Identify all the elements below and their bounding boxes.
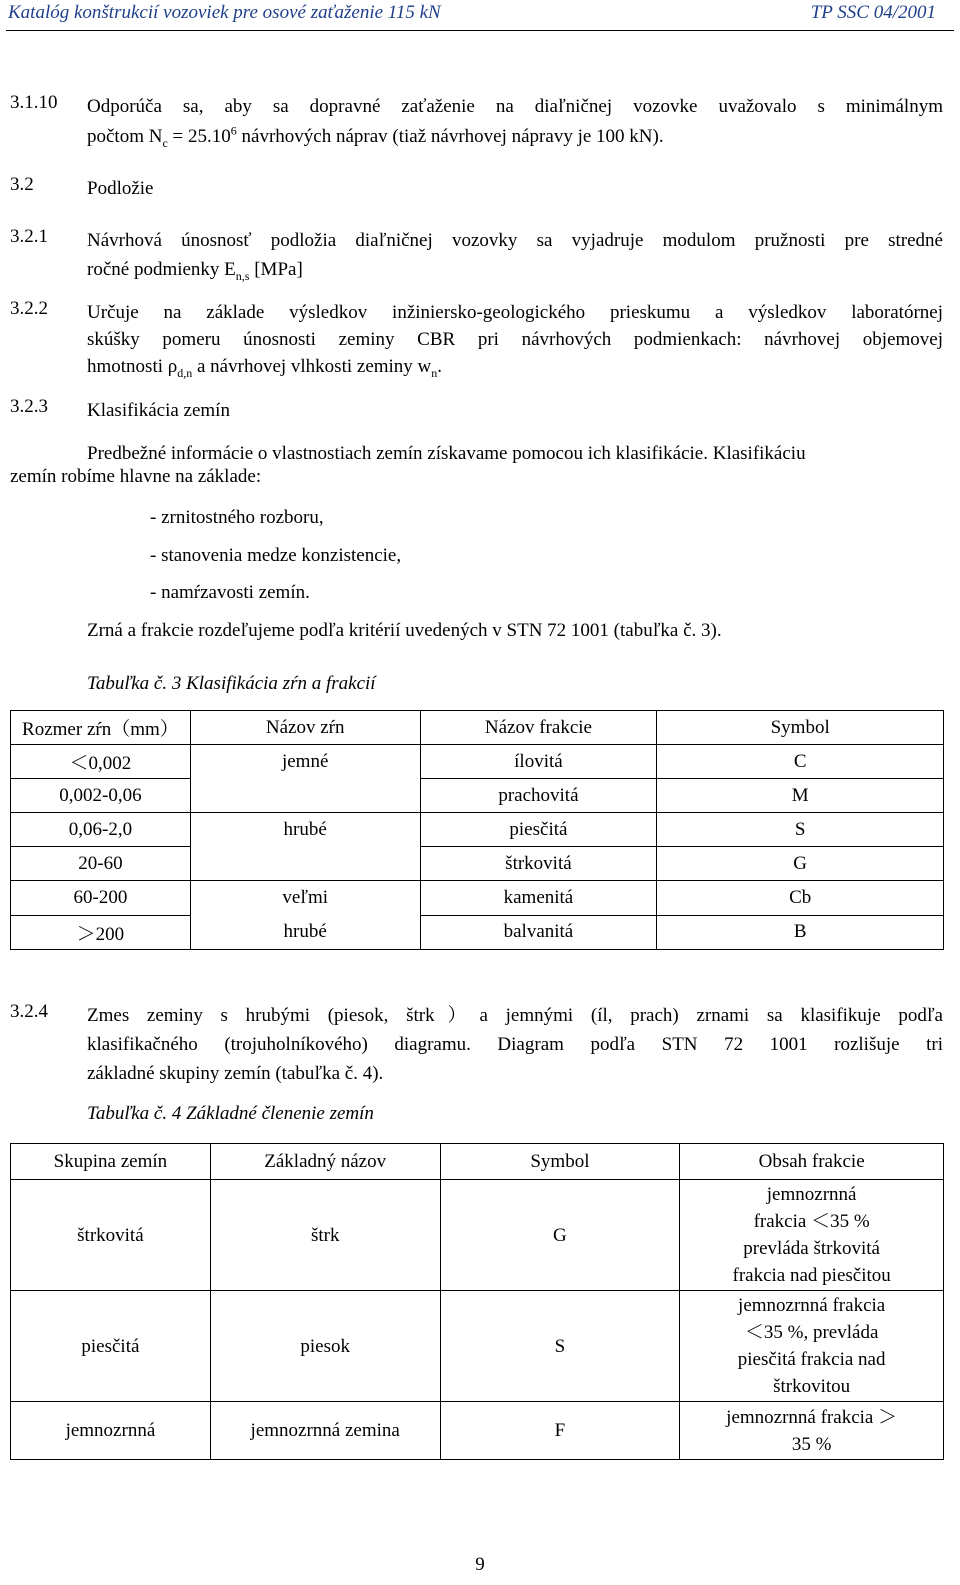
table-cell-grain: veľmi hrubé <box>190 881 420 950</box>
table-cell-symbol: M <box>657 779 944 813</box>
table-row <box>11 1291 944 1402</box>
table-cell-content: jemnozrnná frakcia ＜35 % prevláda štrkovitá frakcia nad piesčitou <box>680 1180 944 1291</box>
table-cell-size: ＜0,002 <box>11 745 191 779</box>
table-cell-size: 0,06-2,0 <box>11 813 191 847</box>
list-item: - stanovenia medze konzistencie, <box>150 545 402 566</box>
header-rule <box>6 30 954 31</box>
paragraph-line: ročné podmienky $E_{n,s}$ [MPa] <box>87 259 303 283</box>
table-cell-name: jemnozrnná zemina <box>210 1402 440 1460</box>
table-row <box>11 881 944 916</box>
section-title: Klasifikácia zemín <box>87 400 230 421</box>
table-header-cell: Skupina zemín <box>11 1144 211 1180</box>
table-cell-symbol: B <box>657 915 944 950</box>
table-cell-fraction: balvanitá <box>420 915 657 950</box>
paragraph-line: počtom $N_c = 25.10^6$ návrhových náprav (tiaž návrhovej nápravy je 100 kN). <box>87 123 664 150</box>
header-document-title: Katalóg konštrukcií vozoviek pre osové zaťaženie 115 kN <box>8 2 441 23</box>
table-cell-grain: hrubé <box>190 813 420 881</box>
section-number: 3.2 <box>10 174 34 195</box>
table-cell-fraction: kamenitá <box>420 881 657 916</box>
section-number: 3.2.4 <box>10 1001 48 1022</box>
table-header-cell: Symbol <box>657 711 944 745</box>
table-header-cell: Názov zŕn <box>190 711 420 745</box>
paragraph-line: základné skupiny zemín (tabuľka č. 4). <box>87 1063 384 1084</box>
table-cell-symbol: S <box>657 813 944 847</box>
table-row <box>11 915 944 950</box>
table-cell-name: štrk <box>210 1180 440 1291</box>
table-header-cell: Základný názov <box>210 1144 440 1180</box>
table-caption: Tabuľka č. 3 Klasifikácia zŕn a frakcií <box>87 673 376 694</box>
table-cell-symbol: G <box>657 847 944 881</box>
table-cell-group: štrkovitá <box>11 1180 211 1291</box>
paragraph-line: zemín robíme hlavne na základe: <box>10 466 262 487</box>
list-item: - zrnitostného rozboru, <box>150 507 324 528</box>
table-cell-name: piesok <box>210 1291 440 1402</box>
table-cell-symbol: Cb <box>657 881 944 916</box>
table-header-row <box>11 1144 944 1180</box>
table-cell-fraction: ílovitá <box>420 745 657 779</box>
table-header-row <box>11 711 944 745</box>
table-cell-symbol: F <box>440 1402 680 1460</box>
table-cell-content: jemnozrnná frakcia ＞ 35 % <box>680 1402 944 1460</box>
grain-classification-table <box>10 710 944 950</box>
section-number: 3.1.10 <box>10 92 58 113</box>
paragraph-line: klasifikačného (trojuholníkového) diagramu. Diagram podľa STN 72 1001 rozlišuje tri <box>87 1034 943 1055</box>
table-cell-fraction: prachovitá <box>420 779 657 813</box>
table-row <box>11 1402 944 1460</box>
table-row <box>11 745 944 779</box>
section-number: 3.2.2 <box>10 298 48 319</box>
table-header-cell: Obsah frakcie <box>680 1144 944 1180</box>
table-caption: Tabuľka č. 4 Základné členenie zemín <box>87 1103 374 1124</box>
table-header-cell: Rozmer zŕn（mm） <box>11 711 191 745</box>
table-row <box>11 813 944 847</box>
paragraph-line: skúšky pomeru únosnosti zeminy CBR pri návrhových podmienkach: návrhovej objemovej <box>87 329 943 350</box>
table-row <box>11 779 944 813</box>
table-header-cell: Názov frakcie <box>420 711 657 745</box>
table-cell-symbol: S <box>440 1291 680 1402</box>
table-cell-group: jemnozrnná <box>11 1402 211 1460</box>
table-cell-fraction: piesčitá <box>420 813 657 847</box>
paragraph-line: Predbežné informácie o vlastnostiach zemín získavame pomocou ich klasifikácie. Klasifikáciu <box>87 443 806 464</box>
paragraph-line: hmotnosti $\rho_{d,n}$ a návrhovej vlhkosti zeminy $w_n$. <box>87 356 443 380</box>
table-cell-content: jemnozrnná frakcia ＜35 %, prevláda piesčitá frakcia nad štrkovitou <box>680 1291 944 1402</box>
table-header-cell: Symbol <box>440 1144 680 1180</box>
table-cell-group: piesčitá <box>11 1291 211 1402</box>
table-cell-size: 0,002-0,06 <box>11 779 191 813</box>
paragraph-line: Zrná a frakcie rozdeľujeme podľa kritérií uvedených v STN 72 1001 (tabuľka č. 3). <box>87 620 722 641</box>
section-title: Podložie <box>87 178 154 199</box>
table-cell-grain: jemné <box>190 745 420 813</box>
page-number: 9 <box>475 1554 485 1575</box>
table-cell-fraction: štrkovitá <box>420 847 657 881</box>
paragraph-line: Zmes zeminy s hrubými (piesok, štrk）a jemnými (íl, prach) zrnami sa klasifikuje podľa <box>87 1005 943 1026</box>
paragraph-line: Odporúča sa, aby sa dopravné zaťaženie na diaľničnej vozovke uvažovalo s minimálnym <box>87 96 943 117</box>
paragraph-line: Určuje na základe výsledkov inžiniersko-geologického prieskumu a výsledkov laboratórnej <box>87 302 943 323</box>
section-number: 3.2.1 <box>10 226 48 247</box>
table-cell-size: 60-200 <box>11 881 191 916</box>
section-number: 3.2.3 <box>10 396 48 417</box>
table-row <box>11 847 944 881</box>
paragraph-line: Návrhová únosnosť podložia diaľničnej vozovky sa vyjadruje modulom pružnosti pre stredné <box>87 230 943 251</box>
table-cell-size: ＞200 <box>11 915 191 950</box>
header-standard-code: TP SSC 04/2001 <box>810 2 936 23</box>
table-cell-symbol: G <box>440 1180 680 1291</box>
list-item: - namŕzavosti zemín. <box>150 582 310 603</box>
soil-groups-table <box>10 1143 944 1460</box>
table-row <box>11 1180 944 1291</box>
table-cell-size: 20-60 <box>11 847 191 881</box>
table-cell-symbol: C <box>657 745 944 779</box>
